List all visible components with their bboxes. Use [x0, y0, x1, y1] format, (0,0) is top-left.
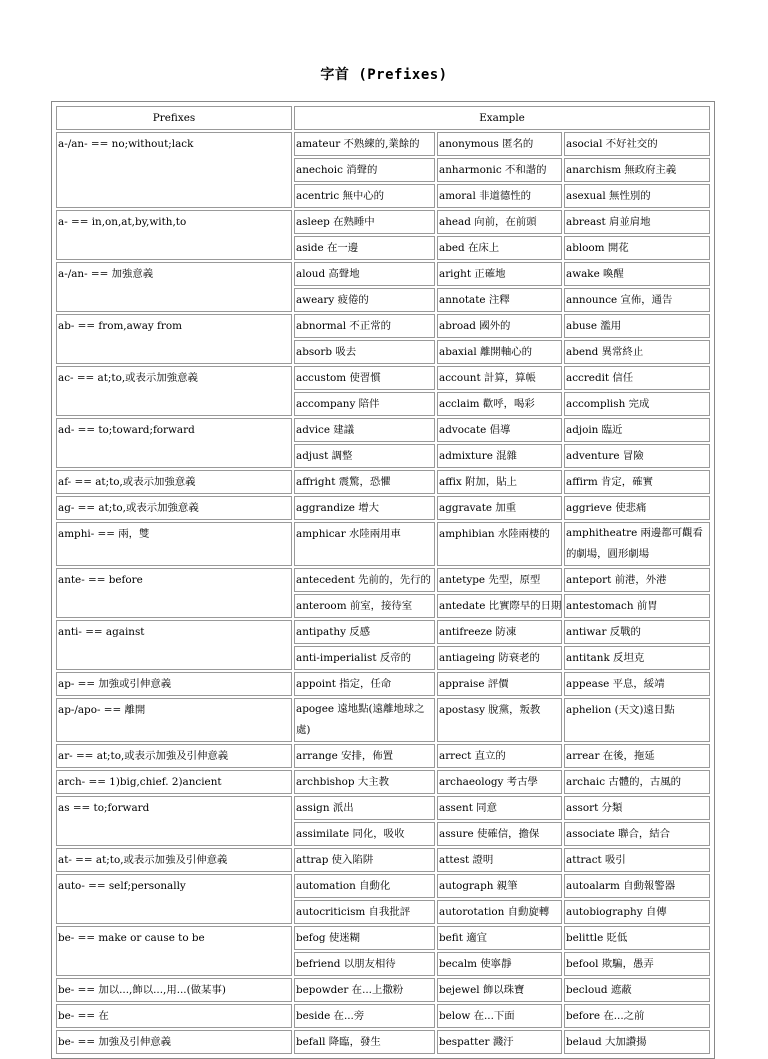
example-cell: autobiography 自傳	[564, 900, 710, 924]
prefix-cell: auto- == self;personally	[56, 874, 292, 924]
example-cell: arrect 直立的	[437, 744, 562, 768]
prefix-cell: anti- == against	[56, 620, 292, 670]
example-cell: antetype 先型，原型	[437, 568, 562, 592]
example-cell: abed 在床上	[437, 236, 562, 260]
example-cell: antitank 反坦克	[564, 646, 710, 670]
example-cell: bespatter 濺汙	[437, 1030, 562, 1054]
example-cell: affirm 肯定，確實	[564, 470, 710, 494]
prefix-cell: ad- == to;toward;forward	[56, 418, 292, 468]
example-cell: annotate 注釋	[437, 288, 562, 312]
example-cell: befool 欺騙，愚弄	[564, 952, 710, 976]
example-cell: accompany 陪伴	[294, 392, 435, 416]
example-cell: befriend 以朋友相待	[294, 952, 435, 976]
example-cell: abuse 濫用	[564, 314, 710, 338]
example-cell: beside 在...旁	[294, 1004, 435, 1028]
example-cell: ahead 向前，在前頭	[437, 210, 562, 234]
example-cell: anarchism 無政府主義	[564, 158, 710, 182]
table-row	[56, 470, 710, 494]
example-cell: antiageing 防衰老的	[437, 646, 562, 670]
example-cell: anteport 前港，外港	[564, 568, 710, 592]
example-cell: befall 降臨，發生	[294, 1030, 435, 1054]
example-cell: appoint 指定，任命	[294, 672, 435, 696]
example-cell: abaxial 離開軸心的	[437, 340, 562, 364]
prefix-cell: ar- == at;to,或表示加強及引伸意義	[56, 744, 292, 768]
example-cell: below 在...下面	[437, 1004, 562, 1028]
example-cell: adjoin 臨近	[564, 418, 710, 442]
example-cell: autocriticism 自我批評	[294, 900, 435, 924]
example-cell: anonymous 匿名的	[437, 132, 562, 156]
example-cell: autoalarm 自動報警器	[564, 874, 710, 898]
prefix-cell: ab- == from,away from	[56, 314, 292, 364]
header-example: Example	[294, 106, 710, 130]
example-cell: acclaim 歡呼，喝彩	[437, 392, 562, 416]
example-cell: abloom 開花	[564, 236, 710, 260]
table-row	[56, 262, 710, 286]
example-cell: attrap 使入陷阱	[294, 848, 435, 872]
example-cell: adjust 調整	[294, 444, 435, 468]
example-cell: admixture 混雜	[437, 444, 562, 468]
table-row	[56, 366, 710, 390]
table-row	[56, 796, 710, 820]
example-cell: autorotation 自動旋轉	[437, 900, 562, 924]
prefix-cell: ap- == 加強或引伸意義	[56, 672, 292, 696]
example-cell: antedate 比實際早的日期	[437, 594, 562, 618]
prefix-table	[54, 104, 712, 1056]
example-cell: anteroom 前室，接待室	[294, 594, 435, 618]
example-cell: amateur 不熟練的,業餘的	[294, 132, 435, 156]
page-title: 字首 (Prefixes)	[320, 67, 448, 83]
example-cell: assort 分類	[564, 796, 710, 820]
example-cell: abroad 國外的	[437, 314, 562, 338]
table-row	[56, 522, 710, 566]
example-cell: assimilate 同化，吸收	[294, 822, 435, 846]
example-cell: advocate 倡導	[437, 418, 562, 442]
example-cell: appraise 評價	[437, 672, 562, 696]
example-cell: anti-imperialist 反帝的	[294, 646, 435, 670]
example-cell: arrange 安排，佈置	[294, 744, 435, 768]
example-cell: amphibian 水陸兩棲的	[437, 522, 562, 566]
prefix-cell: ante- == before	[56, 568, 292, 618]
header-prefixes: Prefixes	[56, 106, 292, 130]
example-cell: accustom 使習慣	[294, 366, 435, 390]
example-cell: abend 異常終止	[564, 340, 710, 364]
table-row	[56, 770, 710, 794]
example-cell: aright 正確地	[437, 262, 562, 286]
example-cell: account 計算，算帳	[437, 366, 562, 390]
example-cell: aggravate 加重	[437, 496, 562, 520]
prefix-table-frame	[51, 101, 715, 1059]
example-cell: aloud 高聲地	[294, 262, 435, 286]
example-cell: accredit 信任	[564, 366, 710, 390]
prefix-cell: a-/an- == no;without;lack	[56, 132, 292, 208]
example-cell: archaic 古體的，古風的	[564, 770, 710, 794]
example-cell: abreast 肩並肩地	[564, 210, 710, 234]
example-cell: autograph 親筆	[437, 874, 562, 898]
example-cell: aggrandize 增大	[294, 496, 435, 520]
table-row	[56, 672, 710, 696]
example-cell: amoral 非道德性的	[437, 184, 562, 208]
prefix-cell: be- == 在	[56, 1004, 292, 1028]
table-row	[56, 210, 710, 234]
example-cell: anechoic 消聲的	[294, 158, 435, 182]
example-cell: arrear 在後，拖延	[564, 744, 710, 768]
example-cell: bejewel 飾以珠寶	[437, 978, 562, 1002]
example-cell: aggrieve 使悲痛	[564, 496, 710, 520]
example-cell: becloud 遮蔽	[564, 978, 710, 1002]
prefix-cell: arch- == 1)big,chief. 2)ancient	[56, 770, 292, 794]
table-row	[56, 314, 710, 338]
example-cell: bepowder 在...上撒粉	[294, 978, 435, 1002]
example-cell: abnormal 不正常的	[294, 314, 435, 338]
example-cell: antipathy 反感	[294, 620, 435, 644]
table-row	[56, 926, 710, 950]
example-cell: apostasy 脫黨，叛教	[437, 698, 562, 742]
example-cell: adventure 冒險	[564, 444, 710, 468]
example-cell: accomplish 完成	[564, 392, 710, 416]
example-cell: announce 宣佈，通告	[564, 288, 710, 312]
example-cell: apogee 遠地點(遠離地球之處)	[294, 698, 435, 742]
prefix-cell: a-/an- == 加強意義	[56, 262, 292, 312]
table-body	[56, 132, 710, 1054]
example-cell: attest 證明	[437, 848, 562, 872]
table-row	[56, 568, 710, 592]
prefix-cell: ac- == at;to,或表示加強意義	[56, 366, 292, 416]
table-row	[56, 744, 710, 768]
example-cell: aside 在一邊	[294, 236, 435, 260]
example-cell: belaud 大加讚揚	[564, 1030, 710, 1054]
example-cell: becalm 使寧靜	[437, 952, 562, 976]
example-cell: amphitheatre 兩邊都可觀看的劇場，圓形劇場	[564, 522, 710, 566]
example-cell: antiwar 反戰的	[564, 620, 710, 644]
table-row	[56, 418, 710, 442]
example-cell: befog 使迷糊	[294, 926, 435, 950]
example-cell: antecedent 先前的，先行的	[294, 568, 435, 592]
example-cell: assign 派出	[294, 796, 435, 820]
example-cell: appease 平息，綏靖	[564, 672, 710, 696]
prefix-cell: ap-/apo- == 離開	[56, 698, 292, 742]
example-cell: amphicar 水陸兩用車	[294, 522, 435, 566]
prefix-cell: be- == 加強及引伸意義	[56, 1030, 292, 1054]
prefix-cell: a- == in,on,at,by,with,to	[56, 210, 292, 260]
table-row	[56, 848, 710, 872]
table-row	[56, 1030, 710, 1054]
example-cell: antestomach 前胃	[564, 594, 710, 618]
table-row	[56, 978, 710, 1002]
example-cell: acentric 無中心的	[294, 184, 435, 208]
prefix-cell: as == to;forward	[56, 796, 292, 846]
prefix-cell: af- == at;to,或表示加強意義	[56, 470, 292, 494]
example-cell: antifreeze 防凍	[437, 620, 562, 644]
example-cell: asexual 無性別的	[564, 184, 710, 208]
table-row	[56, 874, 710, 898]
example-cell: asocial 不好社交的	[564, 132, 710, 156]
table-header-row	[56, 106, 710, 130]
example-cell: befit 適宜	[437, 926, 562, 950]
example-cell: assent 同意	[437, 796, 562, 820]
example-cell: asleep 在熟睡中	[294, 210, 435, 234]
example-cell: awake 喚醒	[564, 262, 710, 286]
example-cell: archaeology 考古學	[437, 770, 562, 794]
table-row	[56, 132, 710, 156]
example-cell: belittle 貶低	[564, 926, 710, 950]
example-cell: affix 附加，貼上	[437, 470, 562, 494]
example-cell: attract 吸引	[564, 848, 710, 872]
prefix-cell: amphi- == 兩，雙	[56, 522, 292, 566]
example-cell: associate 聯合，結合	[564, 822, 710, 846]
prefix-cell: ag- == at;to,或表示加強意義	[56, 496, 292, 520]
prefix-cell: be- == 加以...,飾以...,用...(做某事)	[56, 978, 292, 1002]
example-cell: anharmonic 不和諧的	[437, 158, 562, 182]
table-row	[56, 698, 710, 742]
example-cell: affright 震驚，恐懼	[294, 470, 435, 494]
table-row	[56, 496, 710, 520]
example-cell: aphelion (天文)遠日點	[564, 698, 710, 742]
example-cell: absorb 吸去	[294, 340, 435, 364]
table-row	[56, 620, 710, 644]
example-cell: assure 使確信，擔保	[437, 822, 562, 846]
table-row	[56, 1004, 710, 1028]
example-cell: before 在...之前	[564, 1004, 710, 1028]
prefix-cell: be- == make or cause to be	[56, 926, 292, 976]
example-cell: archbishop 大主教	[294, 770, 435, 794]
prefix-cell: at- == at;to,或表示加強及引伸意義	[56, 848, 292, 872]
example-cell: aweary 疲倦的	[294, 288, 435, 312]
example-cell: automation 自動化	[294, 874, 435, 898]
example-cell: advice 建議	[294, 418, 435, 442]
